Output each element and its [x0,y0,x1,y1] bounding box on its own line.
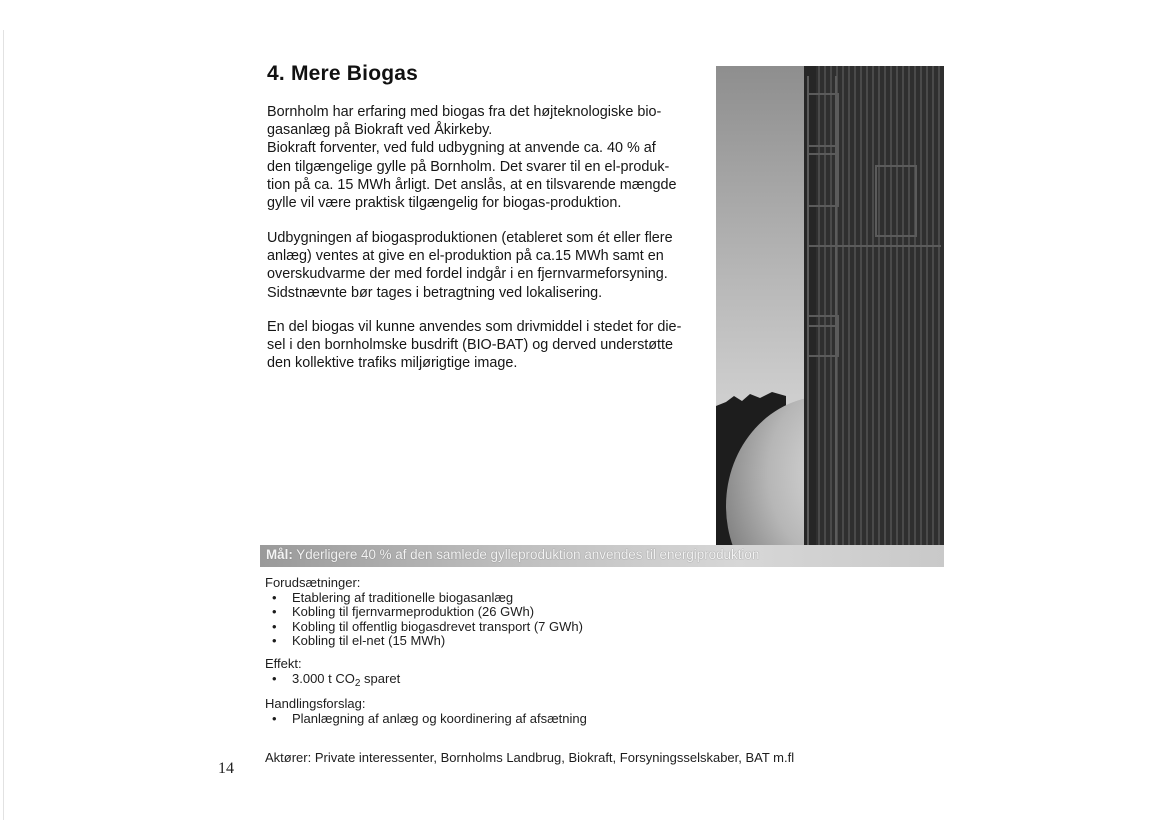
text-line: overskudvarme der med fordel indgår i en fjernvarmeforsyning. [267,266,668,283]
text-line: Sidstnævnte bør tages i betragtning ved lokalisering. [267,284,603,301]
list-item: • Kobling til fjernvarmeproduktion (26 GWh) [265,605,583,620]
effect-suffix: sparet [360,670,401,686]
list-item: • Planlægning af anlæg og koordinering af afsætning [265,712,587,727]
paragraph-biokraft [267,103,707,212]
list-item: • Kobling til el-net (15 MWh) [265,634,583,649]
effect-prefix: 3.000 t CO [292,670,355,686]
goal-description: Yderligere 40 % af den samlede gylleproduktion anvendes til energiproduktion [292,547,760,562]
text-line: Bornholm har erfaring med biogas fra det højteknologiske bio- [267,104,662,120]
goal-label: Mål: [266,547,293,562]
actions-section [265,697,587,726]
list-item: • Etablering af traditionelle biogasanlæg [265,591,583,606]
text-line: gylle vil være praktisk tilgængelig for biogas-produktion. [267,195,622,212]
text-line: den kollektive trafiks miljørigtige image. [267,355,518,372]
goal-banner [260,545,944,567]
effect-list [265,672,400,687]
text-line: den tilgængelige gylle på Bornholm. Det svarer til en el-produk- [267,158,670,175]
text-line: Biokraft forventer, ved fuld udbygning at anvende ca. 40 % af [267,140,656,157]
text-line: En del biogas vil kunne anvendes som drivmiddel i stedet for die- [267,319,682,335]
text-line: gasanlæg på Biokraft ved Åkirkeby. [267,122,493,139]
co2-subscript: 2 [354,677,361,689]
list-item: • Kobling til offentlig biogasdrevet transport (7 GWh) [265,620,583,635]
assumptions-title: Forudsætninger: [265,575,361,590]
effect-title: Effekt: [265,656,302,671]
effect-section [265,656,401,689]
assumptions-list [265,591,583,649]
list-item [265,672,400,687]
text-line: Udbygningen af biogasproduktionen (etableret som ét eller flere [267,230,673,246]
text-line: sel i den bornholmske busdrift (BIO-BAT) og derved understøtte [267,337,674,354]
actions-title: Handlingsforslag: [265,696,366,711]
page-number: 14 [218,760,234,777]
paragraph-bus-fuel [267,318,707,373]
actions-list [265,712,587,727]
text-line: anlæg) ventes at give en el-produktion på ca.15 MWh samt en [267,248,664,265]
scan-edge [3,30,4,820]
biogas-plant-photo [716,66,944,547]
actors-line: Aktører: Private interessenter, Bornholms Landbrug, Biokraft, Forsyningsselskaber, BAT m.fl [265,750,795,765]
goal-text [266,547,759,562]
assumptions-section [265,576,583,649]
text-line: tion på ca. 15 MWh årligt. Det anslås, at en tilsvarende mængde [267,176,677,193]
page-heading: 4. Mere Biogas [267,62,419,85]
paragraph-expansion [267,229,707,302]
